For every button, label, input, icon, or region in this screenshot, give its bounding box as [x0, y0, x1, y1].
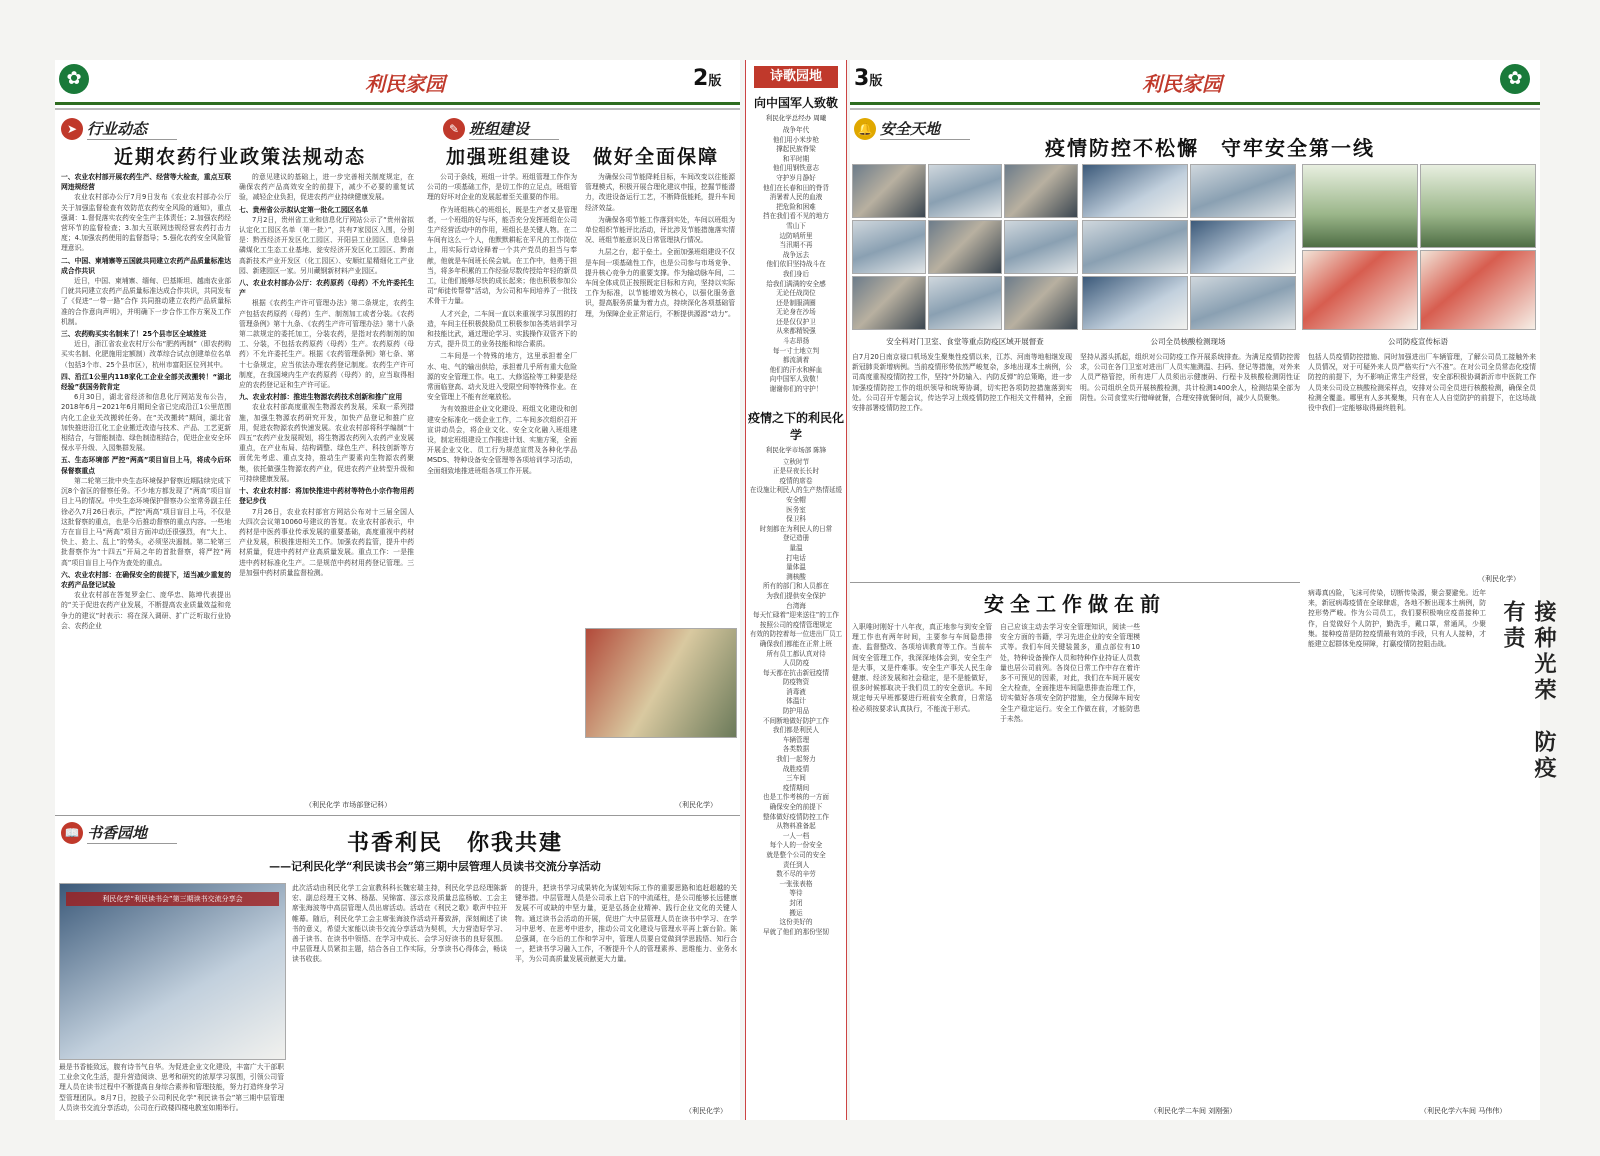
poem-line: 一张张表格: [779, 879, 813, 888]
brand-title: 利民家园: [365, 72, 445, 96]
vaccine-side-title: 接种光荣 防疫有责: [1500, 600, 1557, 782]
section-divider: [850, 582, 1300, 583]
poem-line: 战争远去: [782, 250, 810, 259]
section-divider: [55, 815, 740, 816]
poem-line: 我们身后: [782, 269, 810, 278]
poem-line: 安全帽: [786, 496, 806, 504]
photo-testing: [1190, 276, 1296, 330]
poem-line: 这份美好的: [779, 918, 813, 927]
headline-reading: 书香利民 你我共建: [346, 830, 563, 856]
company-logo: ✿: [1500, 64, 1530, 94]
byline: （利民化学六车间 马伟伟）: [1420, 1107, 1507, 1115]
article-paragraph: 为确保公司节能降耗目标，车间改变以往能源管理模式，积极开展合理化建议申报，挖掘节能潜力，改进设备运行工艺，不断降低能耗，提升车间经济效益。: [585, 173, 735, 212]
poem-line: 战争年代: [782, 126, 810, 134]
poem-line: 一人一档: [782, 831, 810, 840]
poem-line: 各类数据: [782, 745, 810, 754]
headline-safety-first: 安全工作做在前: [984, 592, 1166, 616]
poem-title: 向中国军人致敬: [753, 96, 838, 110]
photo-banner-text: 利民化学“利民读书会”第三期读书交流分享会: [66, 892, 279, 906]
poem-line: 量体温: [786, 563, 806, 572]
poem-line: 三车间: [786, 774, 806, 783]
bell-icon: 🔔: [854, 118, 876, 140]
headline-epidemic: 疫情防控不松懈 守牢安全第一线: [1045, 136, 1375, 160]
photo-inspection: [928, 220, 1002, 274]
photo-inspection: [852, 164, 926, 218]
poem-lines: [746, 458, 846, 938]
poem-line: 立秋时节: [782, 457, 810, 466]
poem-line: 量温: [789, 543, 803, 552]
poem-line: 搬运: [789, 908, 803, 917]
photo-inspection: [1004, 276, 1078, 330]
poem-line: 也是工作考核的一方面: [763, 793, 829, 802]
photo-inspection: [1004, 164, 1078, 218]
article-column: [61, 172, 231, 812]
article-column: 包括人员疫情防控措施、同时加强进出厂车辆管理，了解公司员工接触外来人员情况，对于可疑外来人员严格实行“六不准”。在对公司全员常态化疫情防控的前提下，为不影响正常生产经营，安全部积极协调新沂市中医院工作人员来公司设立核酸检测采样点，安排对公司全员进行核酸检测，确保全员检测全覆盖。哪里有人多其聚集，只有在人人自觉防护的前提下，在这场战役中我们一定能够取得最终胜利。: [1308, 353, 1536, 413]
article-paragraph: 作为班组核心的班组长，既是生产者又是管理者，一个班组的好与坏，能否充分发挥班组在公司生产经营活动中的作用，班组长是关键人物。在二车间有这么一个人，他默默耕耘在平凡的工作岗位上，用实际行动诠释着一个共产党员的担当与奉献，他就是车间班长侯会斌。在工作中，他勇于担当，将多年积累的工作经验尽数传授给年轻的新员工，让他们能够尽快的成长起来；他也积极参加公司“师徒传帮带”活动，为公司和车间培养了一批技术骨干力量。: [427, 205, 577, 306]
byline: （利民化学二车间 刘刚强）: [1150, 1107, 1237, 1115]
photo-testing: [1082, 164, 1188, 218]
poem-line: 体温计: [786, 697, 806, 706]
photo-slogan: [1302, 164, 1418, 248]
article-paragraph: 7月2日，贵州省工业和信息化厅网站公示了“贵州省拟认定化工园区名单（第一批）”，共有7家园区入围，分别是：黔西经济开发区化工园区、开阳县工业园区、息烽县磷煤化工生态工业基地、瓮安经济开发区化工园区、黔南高新技术产业开发区（化工园区）、安顺红星精细化工产业园、新建园区一家。另川藏钢新材料产业园区。: [239, 215, 414, 275]
article-paragraph: 农业农村部办公厅7月9日发布《农业农村部办公厅关于加强监督检查有效防范农药安全风险的通知》，重点强调：1.督促落实农药安全生产主体责任；2.加强农药经营环节的监督检查；3.加大互联网违规经营农药打击力度；4.加强农药使用的监督指导；5.强化农药安全风险管理意识。: [61, 193, 231, 253]
article-column: 坚持从源头抓起，组织对公司防疫工作开展系统排查。为满足疫情防控需求，公司在各门卫室对进出厂人员实施测温、扫码、登记等措施，对外来人员严格管控，所有进厂人员须出示健康码、行程卡及核酸检测阴性证明。公司组织全员开展核酸检测，共计检测1400余人，检测结果全部为阴性。公司食堂实行错峰就餐，合理安排就餐时间，减少人员聚集。: [1080, 353, 1300, 402]
poem-line: 防疫物资: [782, 678, 810, 687]
company-logo: ✿: [59, 64, 89, 94]
poem-line: 等待: [789, 889, 803, 898]
poem-line: 车辆管理: [782, 735, 810, 744]
section-label: 安全天地: [880, 118, 970, 140]
article-paragraph: 近日，浙江省农业农村厅公布“肥药两制”（即农药购买实名制、化肥施用定额制）改革综合试点创建单位名单（包括3个市、25个县市区），杭州市富阳区位列其中。: [61, 340, 231, 369]
byline: （利民化学）: [685, 1107, 727, 1115]
poem-title: 疫情之下的利民化学: [747, 410, 844, 442]
poem-line: 和平时期: [782, 154, 810, 163]
poem-line: 斗志昂扬: [782, 337, 810, 346]
article-paragraph: 为确保各项节能工作落到实处，车间以班组为单位组织节能评比活动，评比涉及节能措施落实情况、班组节能意识及日常管理执行情况。: [585, 215, 735, 245]
poem-line: 每天都在抗击新冠疫情: [763, 668, 829, 677]
article-column: [585, 172, 735, 622]
photo-testing: [1190, 220, 1296, 274]
photo-caption: 安全科对门卫室、食堂等重点防疫区域开展督查: [886, 337, 1044, 346]
brand-title: 利民家园: [1142, 72, 1222, 96]
article-paragraph: 第二轮第三批中央生态环境保护督察近期陆续完成下沉8个省区的督察任务。不少地方都发现了“两高”项目盲目上马的情况。中央生态环境保护督察办公室常务副主任徐必久7月26日表示，严控“两高”项目盲目上马，不仅是这批督察的重点，也是今后推动督察的重点内容。一些地方在盲目上马“两高”项目方面冲动还很强烈，有“大上、快上、抢上、乱上”的势头，必须坚决遏制。第二轮第三批督察作为“十四五”开局之年的首批督察，将严控“两高”项目盲目上马作为查处的重点。: [61, 476, 231, 567]
poem-line: 疫情期间: [782, 783, 810, 792]
article-column: 入职唯时刚好十八年夜，真正地参与到安全管理工作也有两年时间，主要参与车间隐患排查、监督整改、各项培训教育等工作。当前车间安全管理工作，我深深地体会到，安全生产是大事，又是件难事。安全生产事关人民生命健康、经济发展和社会稳定，是不是能做好，很多时候都取决于我们员工的安全意识。车间规定每天早班都要进行班前安全教育，日常巡检必须按要求认真执行，不能流于形式。: [852, 623, 992, 713]
poem-line: 早就了他们的那份坚韧: [763, 927, 829, 936]
article-paragraph: 公司于条线，班组一计学。班组管理工作作为公司的一项基础工作，是切工作的立足点，班组管理的好坏对企业的发展起着至关重要的作用。: [427, 173, 577, 202]
masthead-right: [850, 60, 1540, 105]
poem-line: 谢谢你们的守护！: [769, 385, 823, 394]
article-paragraph: 九层之台，起于垒土。全面加强班组建设不仅是车间一项基础性工作，也是公司参与市场竞争、提升核心竞争力的重要支撑。作为输动脉车间，二车间全体成员正按照既定目标和方向，坚持以实际工作为标准，以节能增效为核心，以强化服务意识，提高服务质量为着力点，持续深化各项基础管理，为保障企业正常运行，不断提供源源“动力”。: [585, 248, 735, 318]
article-paragraph: 7月26日，农业农村部官方网站公布对十三届全国人大四次会议第10060号建议的答复。农业农村部表示，中药材是中医药事业传承发展的重要基础，高度重视中药材产业发展，积极推进相关工作。加强农药监管，提升中药材质量，促进中药材产业高质量发展。重点工作：一是推进中药材标准化生产。二是规范中药材用药登记管理。三是加强中药材质量监督检测。: [239, 507, 414, 577]
poem-line: 每个人的一份安全: [769, 841, 823, 850]
poem-line: 按照公司的疫情管理规定: [759, 620, 833, 629]
article-paragraph: 农业农村部高度重视生物源农药发展，采取一系列措施，加强生物源农药研究开发，加快产品登记和推广应用，促进农物源农药快速发展。农业农村部将科学编制“十四五”农药产业发展规划，将生物源农药列入农药产业发展重点，在产业布局、结构调整、绿色生产、科技创新等方面优先考虑、重点支持，推动生产要素向生物源农药聚集，依托做强生物源农药产业，促进农药产业转型升级和可持续健康发展。: [239, 403, 414, 483]
photo-testing: [1190, 164, 1296, 218]
subheading: 六、农业农村部：在确保安全的前提下，适当减少重复的农药产品登记试验: [61, 570, 231, 589]
article-paragraph: 根据《农药生产许可管理办法》第二条规定，农药生产包括农药原药（母药）生产、制剂加工或者分装。《农药管理条例》第十九条、《农药生产许可管理办法》第十八条第二款规定的委托加工，分装农药，是指对农药制剂的加工、分装，不包括农药原药（母药）生产。农药原药（母药）不允许委托生产。根据《农药管理条例》第七条、第十七条规定，应当依法办理农药登记制度。农药生产许可制度，在我国境内生产农药原药（母药）的，应当取得相应的农药登记证和生产许可证。: [239, 299, 414, 390]
byline: （利民化学）: [675, 801, 717, 809]
poem-line: 从物料准备起: [776, 822, 816, 831]
article-column: 自己应该主动去学习安全管理知识，阅读一些安全方面的书籍，学习先进企业的安全管理模式等。我们车间关键装置多，重点部位有10处，特种设备操作人员和特种作业持证人员数量也居公司前列。各岗位日常工作中存在着许多不可预见的因素，对此，我们在车间开展安全大检查，全面推进车间隐患排查治理工作，切实做好各项安全防护措施，全力保障车间安全生产稳定运行。安全工作做在前，才能防患于未然。: [1000, 623, 1140, 723]
section-header-industry: [61, 116, 177, 142]
subheading: 三、农药购买实名制来了！25个县市区全域推进: [61, 330, 207, 339]
byline: （利民化学）: [1478, 575, 1520, 583]
poem-line: 从来都精锐强: [776, 327, 816, 336]
poem-line: 防护用品: [782, 707, 810, 716]
poem-line: 给我们满满的安全感: [766, 279, 826, 288]
subheading: 二、中国、柬埔寨等五国就共同建立农药产品质量标准达成合作共识: [61, 256, 231, 275]
poem-line: 无论身在沙场: [776, 308, 816, 317]
page-3: [850, 60, 1557, 1120]
page-suffix: 版: [708, 74, 722, 89]
poem-line: 测核酸: [786, 572, 806, 581]
poem-line: 战胜疫情: [782, 764, 810, 773]
photo-slogan: [1420, 250, 1536, 330]
poem-author: 利民化学市场部 陈锋: [765, 445, 827, 454]
photo-testing: [1082, 220, 1188, 274]
section-header-reading: [61, 820, 177, 846]
poem-line: 当汛期不再: [779, 241, 813, 250]
article-column: 病毒真凶险，飞沫可传染，切断传染源，聚会要避免。近年来，新冠病毒疫情在全球肆虐，各地不断出现本土病例，防控形势严峻。作为公司员工，我们要积极响应疫苗接种工作，自觉做好个人防护，勤洗手，戴口罩，常通风，少聚集。接种疫苗是防控疫情最有效的手段，只有人人接种，才能建立起群体免疫屏障，打赢疫情防控阻击战。: [1308, 589, 1486, 649]
page-number: [854, 66, 882, 91]
poem-lines: [746, 126, 846, 395]
poem-line: 为我们提供安全保护: [766, 591, 826, 600]
poem-line: 消暑着人民的血液: [769, 193, 823, 202]
article-column: 自7月20日南京禄口机场发生聚集性疫情以来，江苏、河南等地相继发现新冠肺炎新增病例。当前疫情形势依然严峻复杂，多地出现本土病例，公司高度重视疫情防控工作，坚持“外防输入、内防反弹”的总策略，进一步加强疫情防控工作的组织领导和统筹协调，切实把各项防控措施落到实处。公司召开专题会议，传达学习上级疫情防控工作相关文件精神，全面安排部署疫情防控工作。: [852, 353, 1072, 413]
masthead-left: [55, 60, 740, 105]
article-column: 的提升，把读书学习成果转化为谋划实际工作的重要思路和追赶超越的关键举措。中层管理人员是公司承上启下的中流砥柱，是公司能够长远健康发展不可或缺的中坚力量，更是弘扬企业精神、践行企业文化的关键人物。通过读书会活动的开展，促进广大中层管理人员在读书中学习、在学习中思考、在思考中进步，推动公司文化建设与管理水平再上新台阶。陈总强调，在今后的工作和学习中，管理人员要自觉做到学思践悟、知行合一，把读书学习融入工作，不断提升个人的管理素养、思维能力、业务水平，为公司高质量发展贡献更大力量。: [515, 884, 737, 964]
photo-slogan: [1302, 250, 1418, 330]
subheading: 九、农业农村部：推进生物源农药技术创新和推广应用: [239, 393, 403, 402]
subheading: 七、贵州省公示拟认定第一批化工园区名单: [239, 205, 369, 214]
poem-line: 无论任战岗位: [776, 289, 816, 298]
poem-line: 所有的部门和人员都在: [763, 582, 829, 591]
poem-line: 责任到人: [782, 860, 810, 869]
poem-line: 都流淌着: [782, 356, 810, 365]
photo-inspection: [852, 276, 926, 330]
photo-inspection: [928, 164, 1002, 218]
page-2: [55, 60, 740, 1120]
page-number-value: 3: [854, 66, 870, 91]
page-number-value: 2: [693, 66, 709, 91]
poem-line: 每一寸土地立判: [772, 346, 820, 355]
poem-line: 确保我们都能在正常上班: [759, 639, 833, 648]
cursor-icon: ➤: [61, 118, 83, 140]
poem-line: 向中国军人致敬！: [769, 375, 823, 384]
article-column: 最是书香能致远，腹有诗书气自华。为促进企业文化建设，丰富广大干部职工业余文化生活，提升营造阅读、思考和研究的浓厚学习氛围，引领公司管理人员在读书过程中不断提高自身综合素养和管理技能，努力打造终身学习型管理团队。8月7日，控股子公司利民化学“利民读书会”第三期中层管理人员读书交流分享活动，公司在行政楼四楼电教室如期举行。: [59, 1063, 284, 1112]
poem-line: 就是整个公司的安全: [766, 850, 826, 859]
poem-line: 雪山下: [786, 221, 806, 230]
poem-line: 确保安全的前提下: [769, 803, 823, 811]
byline: （利民化学 市场部登记科）: [305, 801, 392, 809]
photo-caption: 公司全员核酸检测现场: [1150, 337, 1226, 346]
poem-line: 每天忙碌着“迎来送往”的工作: [753, 611, 839, 620]
section-label: 行业动态: [87, 118, 177, 140]
subheadline-reading: ——记利民化学“利民读书会”第三期中层管理人员读书交流分享活动: [269, 860, 601, 873]
subheading: 一、农业农村部开展农药生产、经营等大检查，重点互联网违规经营: [61, 173, 231, 192]
article-paragraph: 近日，中国、柬埔寨、缅甸、巴基斯坦、越南农业部门就共同建立农药产品质量标准达成合作共识，共同发布了《促进“一带一路”合作 共同推动建立农药产品质量标准的合作意向声明》，并明确下一步合作工作方案及工作机制。: [61, 277, 231, 326]
poem-line: 还是仅仅护卫: [776, 317, 816, 326]
poem-line: 我们都是利民人: [772, 726, 820, 735]
section-header-team: [443, 116, 559, 142]
poem-line: 在设施让利民人的生产热情延缓: [749, 486, 843, 495]
subheading: 四、沿江1公里内118家化工企业全部关改搬转！“湖北经验”获国务院肯定: [61, 372, 231, 392]
subheading: 五、生态环境部 严控“两高”项目盲目上马，将成今后环保督察重点: [61, 456, 231, 475]
article-column: [239, 172, 414, 812]
photo-reading-event: [59, 883, 286, 1060]
subheading: 八、农业农村部办公厅：农药原药（母药）不允许委托生产: [239, 279, 414, 298]
poem-line: 他们用小米步枪: [772, 135, 820, 144]
pencil-icon: ✎: [443, 118, 465, 140]
photo-slogan: [1420, 164, 1536, 248]
section-label: 班组建设: [469, 118, 559, 140]
poem-line: 登记造册: [782, 534, 810, 543]
poem-line: 时刻都在为利民人的日常: [759, 524, 833, 533]
poem-line: 撑起民族脊梁: [776, 145, 816, 154]
poem-line: 人员防疫: [782, 659, 810, 668]
poem-line: 保卫科: [786, 515, 806, 524]
poem-line: 还是制服满圈: [776, 298, 816, 307]
poem-line: 台湾海: [786, 601, 806, 610]
poem-line: 消毒液: [786, 687, 806, 696]
poem-line: 他们在长春和田的脊背: [763, 183, 829, 192]
page-number: [693, 66, 721, 91]
poem-line: 他们依旧坚持战斗在: [766, 260, 826, 269]
section-label: 书香园地: [87, 822, 177, 844]
article-column: [427, 172, 577, 812]
page-suffix: 版: [869, 74, 883, 89]
article-paragraph: 6月30日，湖北省经济和信息化厅网站发布公告，2018年6月~2021年6月期间全省已完成沿江1公里范围内化工企业关改搬转任务。在“关改搬转”期间，湖北省加快推进沿江化工企业搬迁改造与技术、产品、工艺更新相结合，与智能制造、绿色制造相结合，促进企业安全环保水平升级、入园集群发展。: [61, 393, 231, 453]
poem-line: 正是昼夜长长时: [772, 467, 820, 476]
poem-line: 守护岁月静好: [776, 173, 816, 182]
poem-line: 数不尽的辛劳: [776, 870, 816, 879]
poem-line: 把危险和困难: [776, 202, 816, 211]
photo-inspection: [852, 220, 926, 274]
poem-line: 边防哨所里: [779, 231, 813, 240]
article-paragraph: 为有效推进企业文化建设、班组文化建设和创建安全标准化一级企业工作，二车间多次组织召开宣讲动员会，将企业文化、安全文化融入班组建设，制定班组建设工作推进计划、实施方案，全面开展企业文化、员工行为规范宣贯及各种化学品MSDS、特种设备安全管理等各项培训学习活动，全面细致地推进班组各项工作开展。: [427, 405, 577, 475]
poem-line: 我们一起努力: [776, 755, 816, 764]
poem-line: 打电话: [786, 553, 806, 562]
poetry-column: [745, 60, 847, 1120]
article-paragraph: 的意见建议的基础上，进一步完善相关制度规定，在确保农药产品高效安全的前提下，减少不必要的重复试验，减轻企业负担，促进农药产业持续健康发展。: [239, 173, 414, 202]
headline-policy: 近期农药行业政策法规动态: [113, 146, 366, 168]
photo-inspection: [928, 276, 1002, 330]
poem-line: 整体做好疫情防控工作: [763, 812, 829, 821]
poetry-section-header: 诗歌园地: [754, 66, 838, 88]
book-icon: 📖: [61, 822, 83, 844]
poem-line: 有效的防控着每一位进出厂员工: [749, 630, 843, 639]
subheading: 十、农业农村部：将加快推进中药材等特色小宗作物用药登记步伐: [239, 487, 414, 506]
photo-caption: 公司防疫宣传标语: [1388, 337, 1448, 346]
poem-line: 医务室: [786, 505, 806, 514]
article-paragraph: 人才兴企，二车间一直以来重视学习氛围的打造，车间主任积极鼓励员工积极参加各类培训学习和技能比武，通过理论学习、实践操作双管齐下的方式，提升员工的业务技能和综合素质。: [427, 309, 577, 349]
poem-line: 他们的汗水和鲜血: [769, 365, 823, 374]
article-paragraph: 农业农村部在答复罗金仁、庞华忠、陈坤代表提出的“关于促进农药产业发展，不断提高农业质量效益和竞争力的建议”时表示：将在深入调研、扩广泛听取行业协会、农药企业: [61, 591, 231, 630]
poem-line: 封闭: [789, 898, 803, 907]
poem-line: 挡在我们看不见的地方: [763, 212, 829, 221]
headline-team: 加强班组建设 做好全面保障: [445, 146, 719, 168]
article-paragraph: 二车间是一个特殊的地方，这里承担着全厂水、电、气的输出供给，承担着几乎所有重大危险源的安全管理工作。电工、大修巡检等工种要是经常面临登高、动火及进入受限空间等特殊作业。在安全管理上不能有丝毫放松。: [427, 352, 577, 402]
poem-line: 疫情的席卷: [779, 476, 813, 485]
photo-inspection: [1004, 220, 1078, 274]
photo-board-display: [585, 628, 737, 738]
photo-testing: [1082, 276, 1188, 330]
poem-line: 所有员工都认真对待: [766, 649, 826, 658]
article-column: 此次活动由利民化学工会宣教科科长魏宏瑞主持，利民化学总经理陈新宏、副总经理王文林、杨磊、吴锦富、邵云彦及质量总监杨敏、工会主席张海波等中高层管理人员出席活动。活动在《利民之歌》歌声中拉开帷幕。随后，利民化学工会主席张海波作活动开幕致辞，深刻阐述了读书的意义，希望大家能以读书交流分享活动为契机，大力营造好学习、善于读书、在读书中领悟、在学习中成长、会学习好读书的良好氛围。中层管理人员紧扣主题，结合各自工作实际，分享读书心得体会，畅谈读书收获。: [292, 884, 507, 964]
poem-line: 他们用钢铁意志: [772, 164, 820, 173]
poem-author: 利民化学总经办 周曦: [765, 114, 827, 122]
poem-line: 不间断地做好防护工作: [763, 716, 829, 725]
